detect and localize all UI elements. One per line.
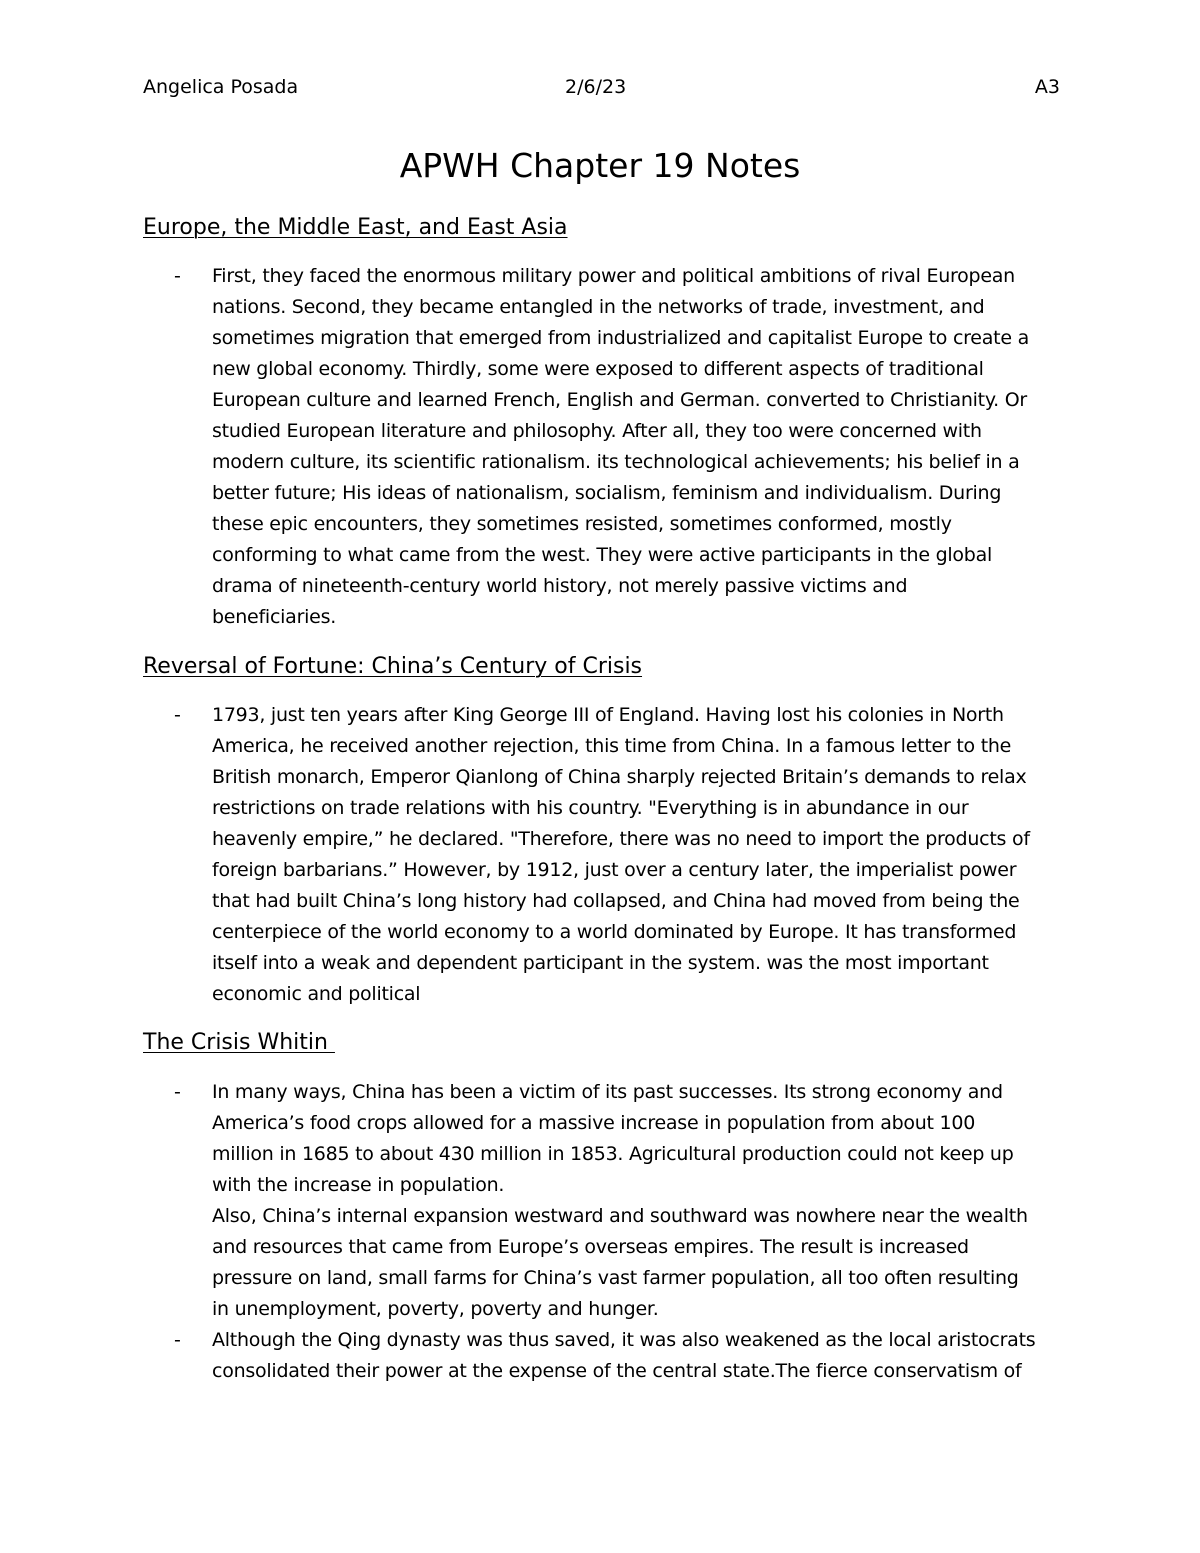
text-line: sometimes migration that emerged from industrialized and capitalist Europe to create a bbox=[212, 327, 1029, 349]
text-line: better future; His ideas of nationalism, socialism, feminism and individualism. During bbox=[212, 482, 1002, 504]
text-line: restrictions on trade relations with his country. "Everything is in abundance in our bbox=[212, 797, 969, 819]
document-title: APWH Chapter 19 Notes bbox=[399, 146, 801, 185]
text-line: nations. Second, they became entangled in the networks of trade, investment, and bbox=[212, 296, 985, 318]
text-line: consolidated their power at the expense of the central state.The fierce conservatism of bbox=[212, 1360, 1022, 1382]
text-line: studied European literature and philosophy. After all, they too were concerned with bbox=[212, 420, 982, 442]
header-author: Angelica Posada bbox=[143, 76, 299, 98]
text-line: itself into a weak and dependent participant in the system. was the most important bbox=[212, 952, 989, 974]
text-line: pressure on land, small farms for China’s vast farmer population, all too often resulting bbox=[212, 1267, 1019, 1289]
bullet-paragraph bbox=[212, 261, 1070, 633]
text-line: economic and political bbox=[212, 983, 421, 1005]
text-line: conforming to what came from the west. They were active participants in the global bbox=[212, 544, 993, 566]
bullet-marker: - bbox=[174, 1081, 181, 1103]
text-line: and resources that came from Europe’s overseas empires. The result is increased bbox=[212, 1236, 969, 1258]
text-line: Although the Qing dynasty was thus saved, it was also weakened as the local aristocrats bbox=[212, 1329, 1036, 1351]
bullet-marker: - bbox=[174, 704, 181, 726]
header-class-period: A3 bbox=[1034, 76, 1060, 98]
header-date: 2/6/23 bbox=[565, 76, 627, 98]
text-line: drama of nineteenth-century world history, not merely passive victims and bbox=[212, 575, 908, 597]
text-line: that had built China’s long history had collapsed, and China had moved from being the bbox=[212, 890, 1020, 912]
text-line: new global economy. Thirdly, some were exposed to different aspects of traditional bbox=[212, 358, 984, 380]
section-heading-reversal-of-fortune: Reversal of Fortune: China’s Century of Crisis bbox=[143, 654, 643, 679]
text-line: centerpiece of the world economy to a world dominated by Europe. It has transformed bbox=[212, 921, 1017, 943]
text-line: modern culture, its scientific rationalism. its technological achievements; his belief in a bbox=[212, 451, 1020, 473]
section-heading-europe: Europe, the Middle East, and East Asia bbox=[143, 215, 568, 240]
text-line: beneficiaries. bbox=[212, 606, 337, 628]
text-line: In many ways, China has been a victim of its past successes. Its strong economy and bbox=[212, 1081, 1003, 1103]
bullet-paragraph bbox=[212, 1325, 1070, 1387]
text-line: First, they faced the enormous military power and political ambitions of rival European bbox=[212, 265, 1015, 287]
text-line: European culture and learned French, English and German. converted to Christianity. Or bbox=[212, 389, 1027, 411]
text-line: British monarch, Emperor Qianlong of China sharply rejected Britain’s demands to relax bbox=[212, 766, 1027, 788]
text-line: with the increase in population. bbox=[212, 1174, 505, 1196]
bullet-marker: - bbox=[174, 265, 181, 287]
text-line: heavenly empire,” he declared. "Therefore, there was no need to import the products of bbox=[212, 828, 1030, 850]
text-line: 1793, just ten years after King George III of England. Having lost his colonies in North bbox=[212, 704, 1004, 726]
text-line: million in 1685 to about 430 million in 1853. Agricultural production could not keep up bbox=[212, 1143, 1014, 1165]
text-line: foreign barbarians.” However, by 1912, just over a century later, the imperialist power bbox=[212, 859, 1017, 881]
bullet-paragraph bbox=[212, 700, 1070, 1010]
text-line: in unemployment, poverty, poverty and hunger. bbox=[212, 1298, 659, 1320]
text-line: these epic encounters, they sometimes resisted, sometimes conformed, mostly bbox=[212, 513, 952, 535]
bullet-paragraph bbox=[212, 1077, 1070, 1325]
text-line: America, he received another rejection, this time from China. In a famous letter to the bbox=[212, 735, 1012, 757]
section-heading-crisis-within: The Crisis Whitin bbox=[143, 1030, 335, 1055]
text-line: Also, China’s internal expansion westward and southward was nowhere near the wealth bbox=[212, 1205, 1028, 1227]
bullet-marker: - bbox=[174, 1329, 181, 1351]
text-line: America’s food crops allowed for a massive increase in population from about 100 bbox=[212, 1112, 976, 1134]
